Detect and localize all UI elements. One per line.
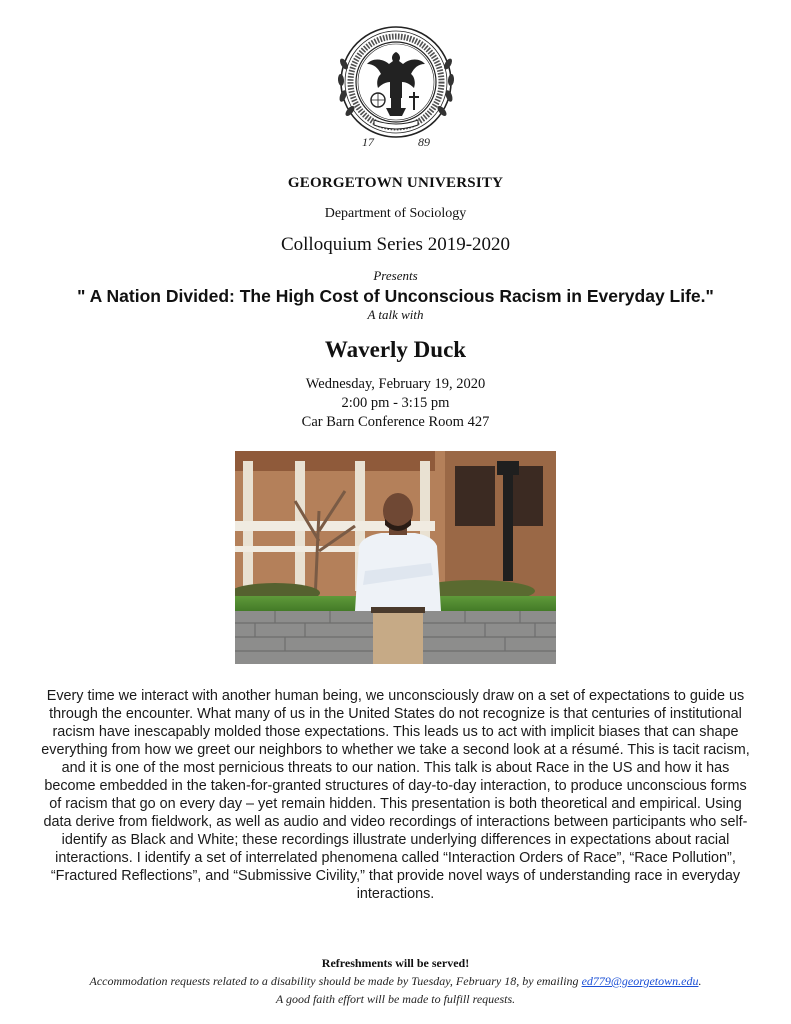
accommodation-suffix: . bbox=[698, 974, 702, 988]
event-location: Car Barn Conference Room 427 bbox=[301, 414, 490, 430]
event-time: 2:00 pm - 3:15 pm bbox=[341, 395, 450, 411]
talk-title: " A Nation Divided: The High Cost of Unconscious Racism in Everyday Life." bbox=[77, 286, 714, 306]
refreshments-note: Refreshments will be served! bbox=[321, 956, 470, 970]
talk-abstract: Every time we interact with another human being, we unconsciously draw on a set of expectations to guide us through the encounter. What many of us in the United States do not recognize is that centuries of institutional racism have inescapably molded those expectations. This leads us to act with implicit biases that can shape everything from how we greet our neighbors to whether we take a second look at a résumé. This is tacit racism, and it is one of the most pernicious threats to our nation. This talk is about Race in the US and how it has become embedded in the taken-for-granted structures of day-to-day interaction, to produce unconscious forms of racism that go on every day – yet remain hidden. This presentation is both theoretical and empirical. Using data derive from fieldwork, as well as audio and video recordings of interactions between participants who self-identify as Black and White; these recordings illustrate underlying differences in expectations about racial interactions. I identify a set of interrelated phenomena called “Interaction Orders of Race”, “Race Pollution”, “Fractured Reflections”, and “Submissive Civility,” that provide novel ways of understanding race in everyday interactions. bbox=[41, 688, 750, 902]
speaker-name: Waverly Duck bbox=[324, 337, 467, 362]
seal-year-left: 17 bbox=[362, 135, 374, 149]
seal-year-right: 89 bbox=[418, 135, 430, 149]
talk-with-label: A talk with bbox=[367, 307, 424, 322]
speaker-photo bbox=[235, 451, 556, 664]
georgetown-seal-logo bbox=[334, 24, 458, 150]
series-title: Colloquium Series 2019-2020 bbox=[280, 234, 511, 255]
university-name: GEORGETOWN UNIVERSITY bbox=[287, 175, 504, 191]
good-faith-note: A good faith effort will be made to fulfill requests. bbox=[275, 992, 516, 1006]
accommodation-note bbox=[0, 974, 791, 989]
department-name: Department of Sociology bbox=[324, 206, 467, 221]
presents-label: Presents bbox=[373, 268, 418, 283]
contact-email-link[interactable]: ed779@georgetown.edu bbox=[581, 974, 699, 988]
accommodation-text: Accommodation requests related to a disability should be made by Tuesday, February 18, by emailing bbox=[89, 974, 582, 988]
event-date: Wednesday, February 19, 2020 bbox=[305, 376, 486, 392]
